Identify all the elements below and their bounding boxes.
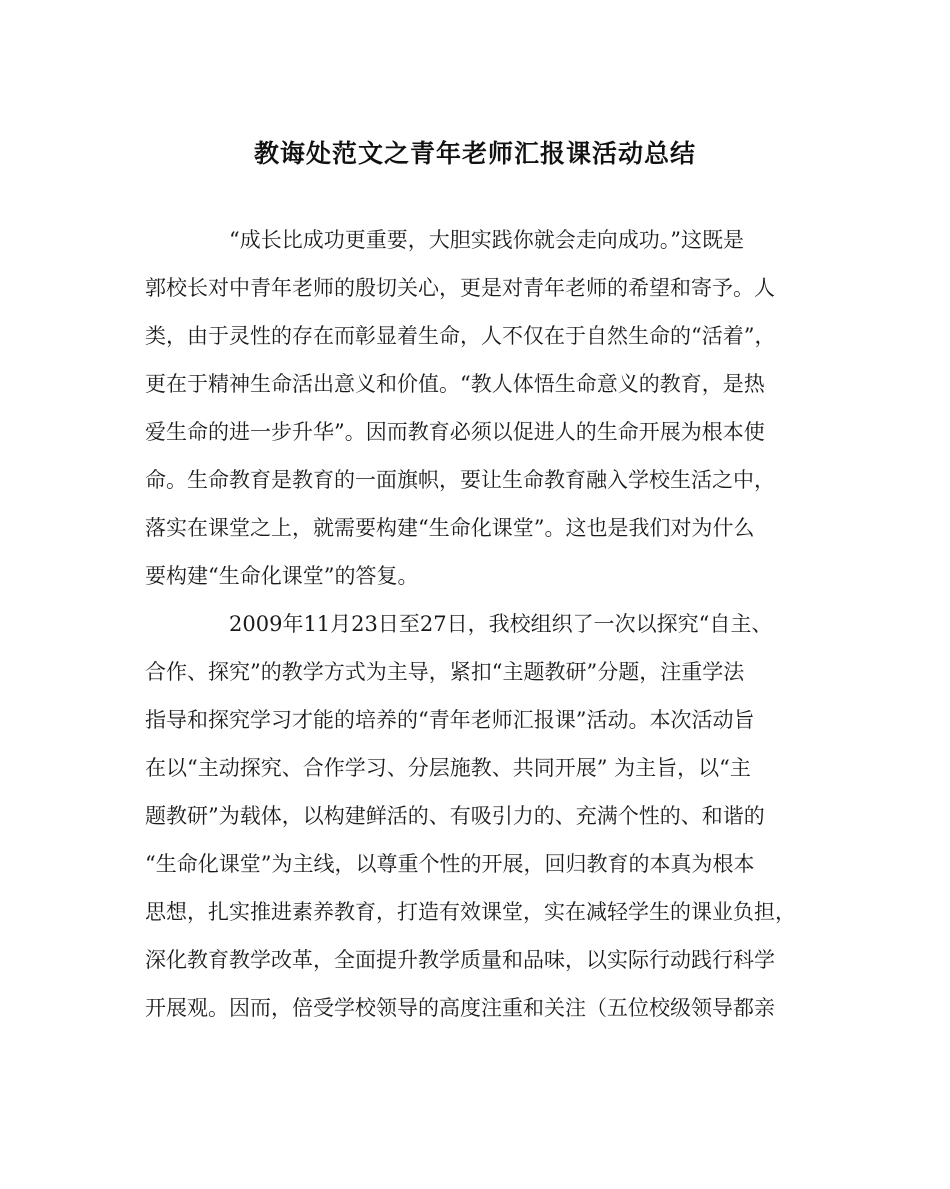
body-line-11: 指导和探究学习才能的培养的“青年老师汇报课”活动。本次活动旨 xyxy=(145,708,755,732)
body-line-8: 要构建“生命化课堂”的答复。 xyxy=(145,564,419,588)
document-title: 教诲处范文之青年老师汇报课活动总结 xyxy=(253,139,696,168)
body-line-6: 命。生命教育是教育的一面旗帜，要让生命教育融入学校生活之中， xyxy=(145,468,775,492)
body-line-16: 深化教育教学改革，全面提升教学质量和品味，以实际行动践行科学 xyxy=(145,948,775,972)
body-line-15: 思想，扎实推进素养教育，打造有效课堂，实在减轻学生的课业负担， xyxy=(145,900,796,924)
body-line-7: 落实在课堂之上，就需要构建“生命化课堂”。这也是我们对为什么 xyxy=(145,516,755,540)
body-line-13: 题教研”为载体，以构建鲜活的、有吸引力的、充满个性的、和谐的 xyxy=(145,804,765,828)
body-line-14: “生命化课堂”为主线，以尊重个性的开展，回归教育的本真为根本 xyxy=(145,852,755,876)
body-line-9: 2009年11月23日至27日，我校组织了一次以探究“自主、 xyxy=(229,612,773,636)
body-line-1: “成长比成功更重要，大胆实践你就会走向成功。”这既是 xyxy=(229,228,744,252)
body-line-3: 类，由于灵性的存在而彰显着生命，人不仅在于自然生命的“活着”， xyxy=(145,324,776,348)
body-line-17: 开展观。因而，倍受学校领导的高度注重和关注（五位校级领导都亲 xyxy=(145,996,775,1020)
body-line-12: 在以“主动探究、合作学习、分层施教、共同开展” 为主旨，以“主 xyxy=(145,756,751,780)
body-line-2: 郭校长对中青年老师的殷切关心，更是对青年老师的希望和寄予。人 xyxy=(145,276,775,300)
body-line-4: 更在于精神生命活出意义和价值。“教人体悟生命意义的教育，是热 xyxy=(145,372,765,396)
body-line-10: 合作、探究”的教学方式为主导，紧扣“主题教研”分题，注重学法 xyxy=(145,660,745,684)
body-line-5: 爱生命的进一步升华”。因而教育必须以促进人的生命开展为根本使 xyxy=(145,420,765,444)
